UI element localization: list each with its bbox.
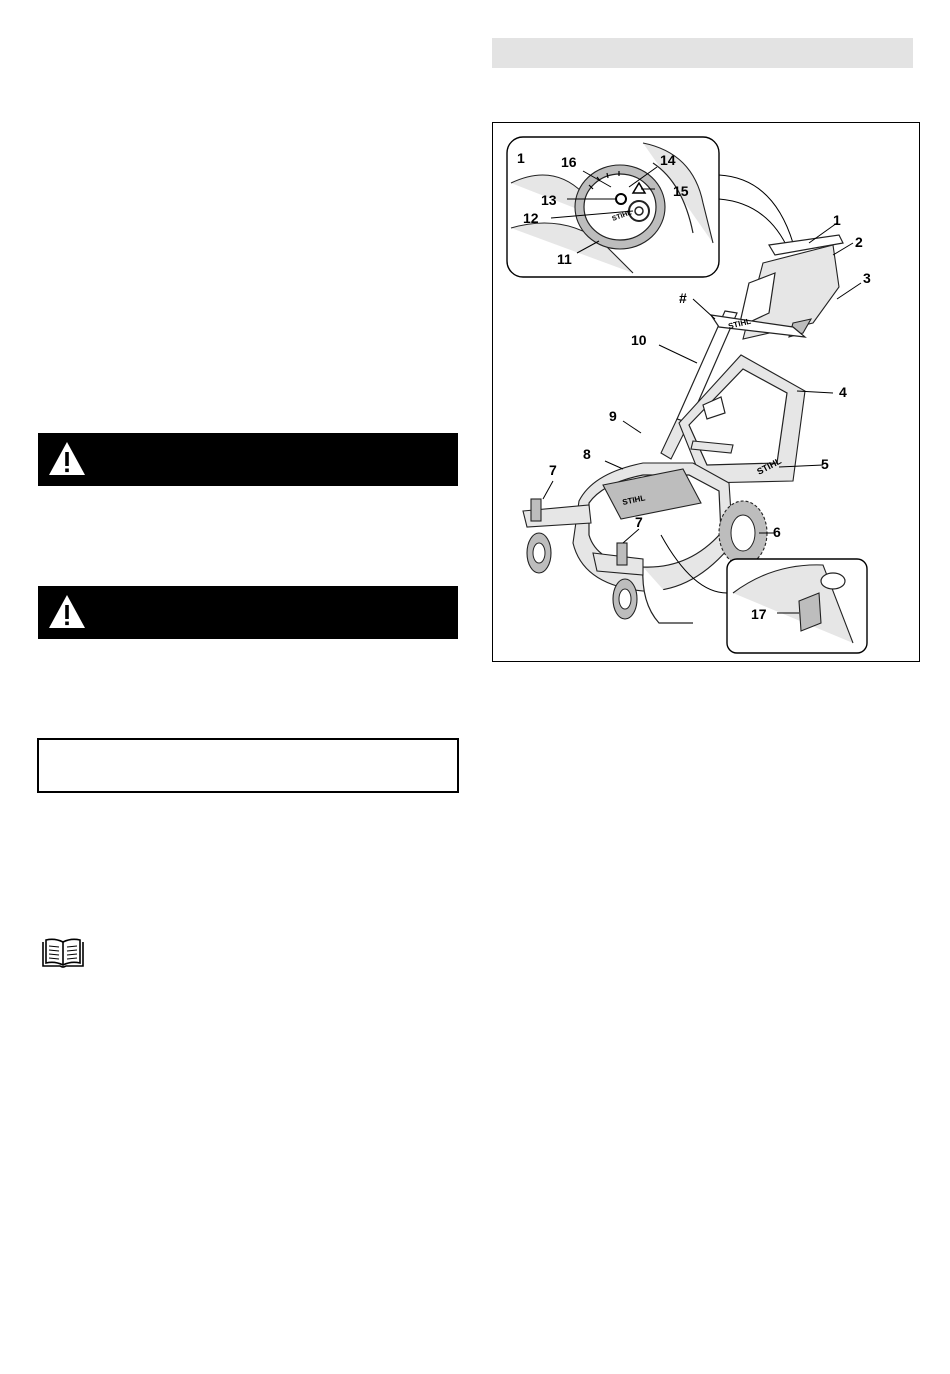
callout-3: 3: [863, 270, 871, 286]
callout-10: 10: [631, 332, 647, 348]
brand-mark-deck: STIHL: [621, 493, 647, 507]
warning-triangle-icon: [47, 439, 87, 479]
inset-id-label: 1: [517, 150, 525, 166]
callout-15: 15: [673, 183, 689, 199]
callout-7a: 7: [549, 462, 557, 478]
note-box: [37, 738, 459, 793]
dial-inset: [507, 137, 719, 277]
callout-4: 4: [839, 384, 847, 400]
callout-17: 17: [751, 606, 767, 622]
detail-inset: [727, 559, 867, 653]
callout-9: 9: [609, 408, 617, 424]
lawn-mower-illustration: [493, 123, 919, 661]
callout-6: 6: [773, 524, 781, 540]
brand-mark-handle: STIHL: [727, 316, 752, 331]
callout-16: 16: [561, 154, 577, 170]
callout-8: 8: [583, 446, 591, 462]
callout-13: 13: [541, 192, 557, 208]
brand-mark-dial: STIHL: [611, 209, 633, 223]
warning-banner-2: [38, 586, 458, 639]
callout-1: 1: [833, 212, 841, 228]
warning-banner-1: [38, 433, 458, 486]
callout-7b: 7: [635, 514, 643, 530]
callout-11: 11: [557, 251, 572, 267]
callout-2: 2: [855, 234, 863, 250]
callout-5: 5: [821, 456, 829, 472]
open-book-icon: [40, 938, 86, 970]
lawn-mower-figure: [492, 122, 920, 662]
callout-hash: #: [679, 290, 687, 306]
section-header-band: [492, 38, 913, 68]
callout-14: 14: [660, 152, 676, 168]
warning-triangle-icon: [47, 592, 87, 632]
callout-12: 12: [523, 210, 539, 226]
brand-mark-catcher: STIHL: [755, 455, 783, 477]
